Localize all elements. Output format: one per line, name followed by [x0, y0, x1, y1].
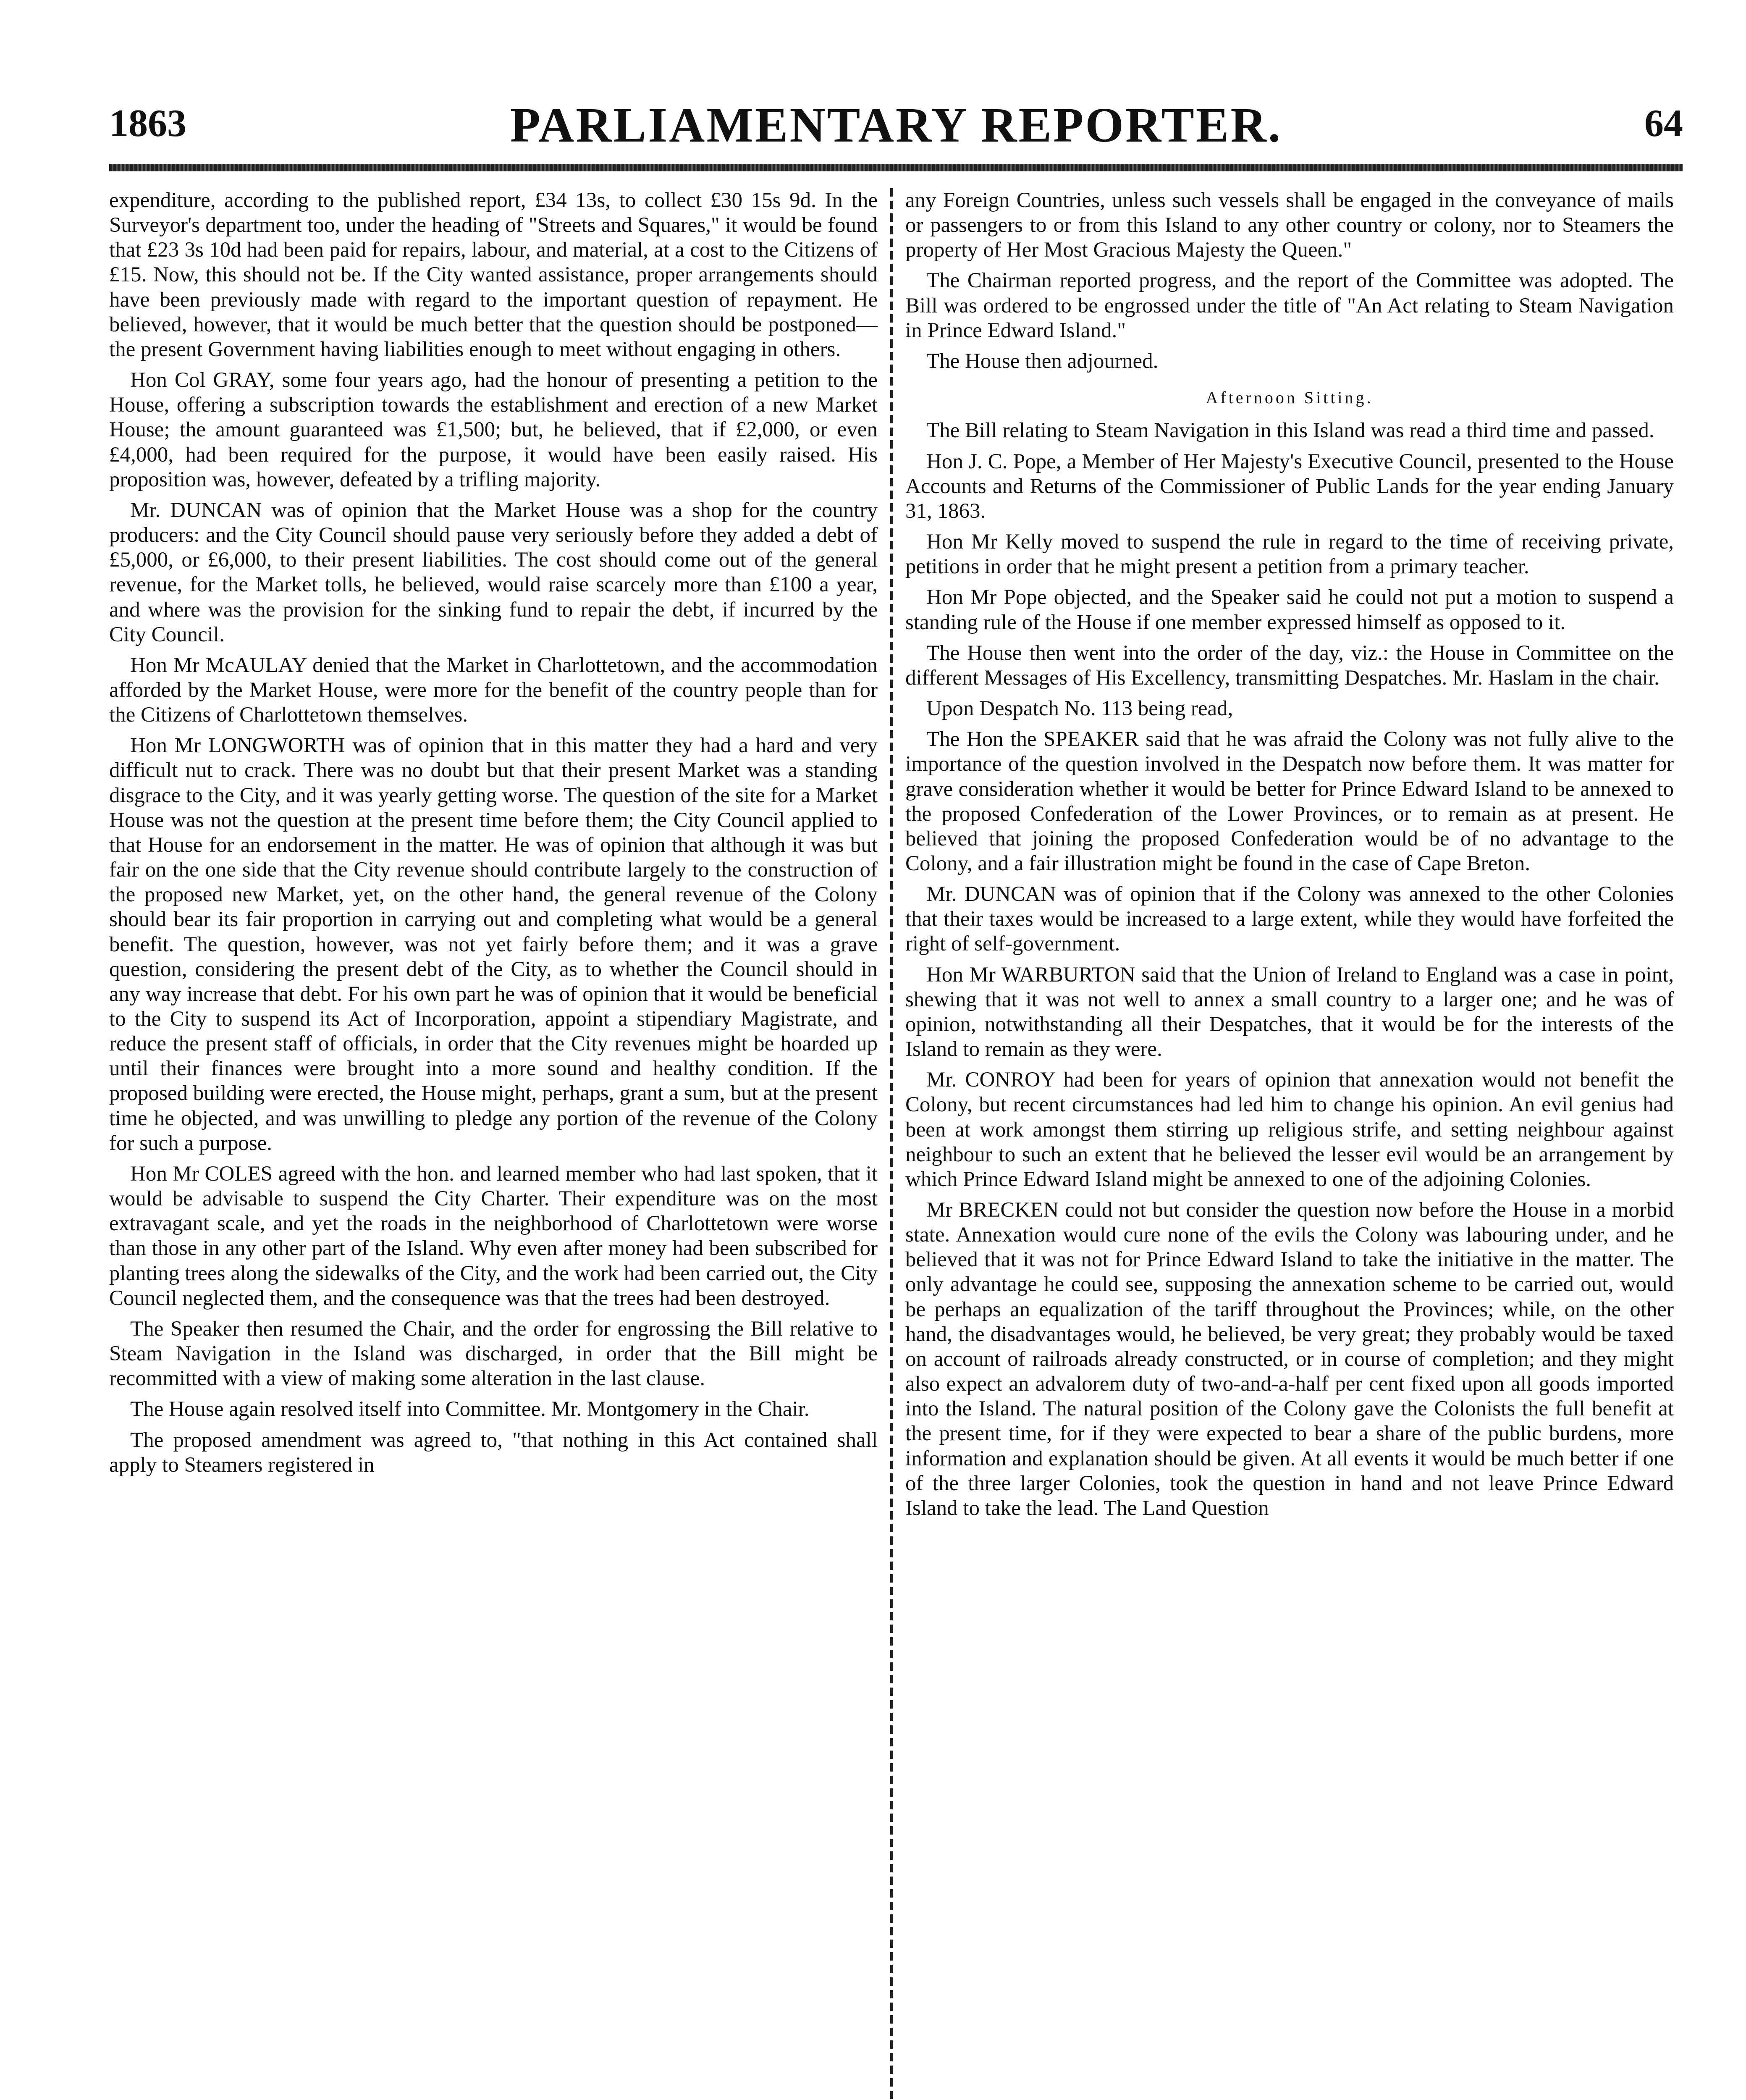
paragraph: Upon Despatch No. 113 being read,: [926, 697, 1233, 721]
paragraph: expenditure, according to the published report, £34 13s, to collect £30 15s 9d. In the Surveyor's department too, under the heading of "Streets and Squares," it would be found that £23 3s 10d had been paid for repairs, labour, and material, at a cost to the Citizens of £15. Now, this should not be. If the City wanted assistance, proper arrangements should have been previously made with regard to the important question of repayment. He believed, however, that it would be much better that the question should be postponed—the present Government having liabilities enough to meet without engaging in others.: [109, 189, 878, 361]
header-rule: [109, 164, 1683, 171]
left-column: [109, 188, 890, 2100]
paragraph: Hon Mr WARBURTON said that the Union of Ireland to England was a case in point, shewing that it was not well to annex a small country to a larger one; and he was of opinion, notwithstanding all their Despatches, that it would be for the interests of the Island to remain as they were.: [905, 963, 1674, 1061]
paragraph: Hon Mr Kelly moved to suspend the rule in regard to the time of receiving private, petitions in order that he might present a petition from a primary teacher.: [905, 530, 1674, 579]
page-number: 64: [1644, 102, 1683, 144]
paragraph: Hon Mr Pope objected, and the Speaker said he could not put a motion to suspend a standing rule of the House if one member expressed himself as opposed to it.: [905, 585, 1674, 634]
paragraph: The Hon the SPEAKER said that he was afraid the Colony was not fully alive to the importance of the question involved in the Despatch now before them. It was matter for grave consideration whether it would be better for Prince Edward Island to be annexed to the proposed Confederation of the Lower Provinces, or to remain as at present. He believed that joining the proposed Confederation would be of no advantage to the Colony, and a fair illustration might be found in the case of Cape Breton.: [905, 727, 1674, 875]
paragraph: The proposed amendment was agreed to, "that nothing in this Act contained shall apply to Steamers registered in: [109, 1428, 878, 1477]
paragraph: The Speaker then resumed the Chair, and the order for engrossing the Bill relative to Steam Navigation in the Island was discharged, in order that the Bill might be recommitted with a view of making some alteration in the last clause.: [109, 1317, 878, 1391]
section-heading: Afternoon Sitting.: [1206, 388, 1374, 407]
paragraph: Mr. CONROY had been for years of opinion that annexation would not benefit the Colony, but recent circumstances had led him to change his opinion. An evil genius had been at work amongst them stirring up religious strife, and setting neighbour against neighbour to such an extent that he believed the lesser evil would be an arrangement by which Prince Edward Island might be annexed to one of the adjoining Colonies.: [905, 1068, 1674, 1191]
paragraph: The House again resolved itself into Committee. Mr. Montgomery in the Chair.: [130, 1397, 810, 1421]
right-column: [893, 188, 1674, 2100]
paragraph: Mr. DUNCAN was of opinion that the Market House was a shop for the country producers: and the City Council should pause very seriously before they added a debt of £5,000, or £6,000, to their present liabilities. The cost should come out of the general revenue, for the Market tolls, he believed, would raise scarcely more than £100 a year, and where was the provision for the sinking fund to repair the debt, if incurred by the City Council.: [109, 498, 878, 646]
paragraph: any Foreign Countries, unless such vessels shall be engaged in the conveyance of mails or passengers to or from this Island to any other country or colony, nor to Steamers the property of Her Most Gracious Majesty the Queen.": [905, 189, 1674, 262]
page-year: 1863: [109, 102, 186, 144]
paragraph: Hon Mr McAULAY denied that the Market in Charlottetown, and the accommodation afforded by the Market House, were more for the benefit of the country people than for the Citizens of Charlottetown themselves.: [109, 653, 878, 727]
paragraph: Mr. DUNCAN was of opinion that if the Colony was annexed to the other Colonies that their taxes would be increased to a large extent, while they would have forfeited the right of self-government.: [905, 882, 1674, 956]
paragraph: Hon Mr COLES agreed with the hon. and learned member who had last spoken, that it would be advisable to suspend the City Charter. Their expenditure was on the most extravagant scale, and yet the roads in the neighborhood of Charlottetown were worse than those in any other part of the Island. Why even after money had been subscribed for planting trees along the sidewalks of the City, and the work had been carried out, the City Council neglected them, and the consequence was that the trees had been destroyed.: [109, 1162, 878, 1310]
masthead: [109, 97, 1683, 164]
paragraph: The Bill relating to Steam Navigation in this Island was read a third time and passed.: [926, 419, 1654, 443]
text-columns: [109, 188, 1683, 2100]
paragraph: Hon Mr LONGWORTH was of opinion that in this matter they had a hard and very difficult nut to crack. There was no doubt but that their present Market was a standing disgrace to the City, and it was yearly getting worse. The question of the site for a Market House was not the question at the present time before them; the City Council applied to that House for an endorsement in the matter. He was of opinion that although it was but fair on the one side that the City revenue should contribute largely to the construction of the proposed new Market, yet, on the other hand, the general revenue of the Colony should bear its fair proportion in carrying out and completing what would be a general benefit. The question, however, was not yet fairly before them; and it was a grave question, considering the present debt of the City, as to whether the Council should in any way increase that debt. For his own part he was of opinion that it would be beneficial to the City to suspend its Act of Incorporation, appoint a stipendiary Magistrate, and reduce the present staff of officials, in order that the City revenues might be hoarded up until their finances were brought into a more sound and healthy condition. If the proposed building were erected, the House might, perhaps, grant a sum, but at the present time he objected, and was unwilling to pledge any portion of the revenue of the Colony for such a purpose.: [109, 734, 878, 1155]
paragraph: The Chairman reported progress, and the report of the Committee was adopted. The Bill was ordered to be engrossed under the title of "An Act relating to Steam Navigation in Prince Edward Island.": [905, 269, 1674, 342]
paragraph: Hon J. C. Pope, a Member of Her Majesty's Executive Council, presented to the House Accounts and Returns of the Commissioner of Public Lands for the year ending January 31, 1863.: [905, 449, 1674, 523]
page-title: PARLIAMENTARY REPORTER.: [510, 97, 1282, 152]
paragraph: Mr BRECKEN could not but consider the question now before the House in a morbid state. Annexation would cure none of the evils the Colony was labouring under, and he believed that it was not for Prince Edward Island to take the initiative in the matter. The only advantage he could see, supposing the annexation scheme to be carried out, would be perhaps an equalization of the tariff throughout the Provinces; while, on the other hand, the disadvantages would, he believed, be very great; they probably would be taxed on account of railroads already constructed, or in course of completion; and they might also expect an advalorem duty of two-and-a-half per cent fixed upon all goods imported into the Island. The natural position of the Colony gave the Colonists the full benefit at the present time, for if they were expected to bear a share of the public burdens, more information and explanation should be given. At all events it would be much better if one of the three larger Colonies, took the question in hand and not leave Prince Edward Island to take the lead. The Land Question: [905, 1198, 1674, 1520]
paragraph: The House then adjourned.: [926, 349, 1159, 373]
paragraph: The House then went into the order of the day, viz.: the House in Committee on the different Messages of His Excellency, transmitting Despatches. Mr. Haslam in the chair.: [905, 641, 1674, 690]
paragraph: Hon Col GRAY, some four years ago, had the honour of presenting a petition to the House, offering a subscription towards the establishment and erection of a new Market House; the amount guaranteed was £1,500; but, he believed, that if £2,000, or even £4,000, had been required for the purpose, it would have been easily raised. His proposition was, however, defeated by a trifling majority.: [109, 368, 878, 491]
